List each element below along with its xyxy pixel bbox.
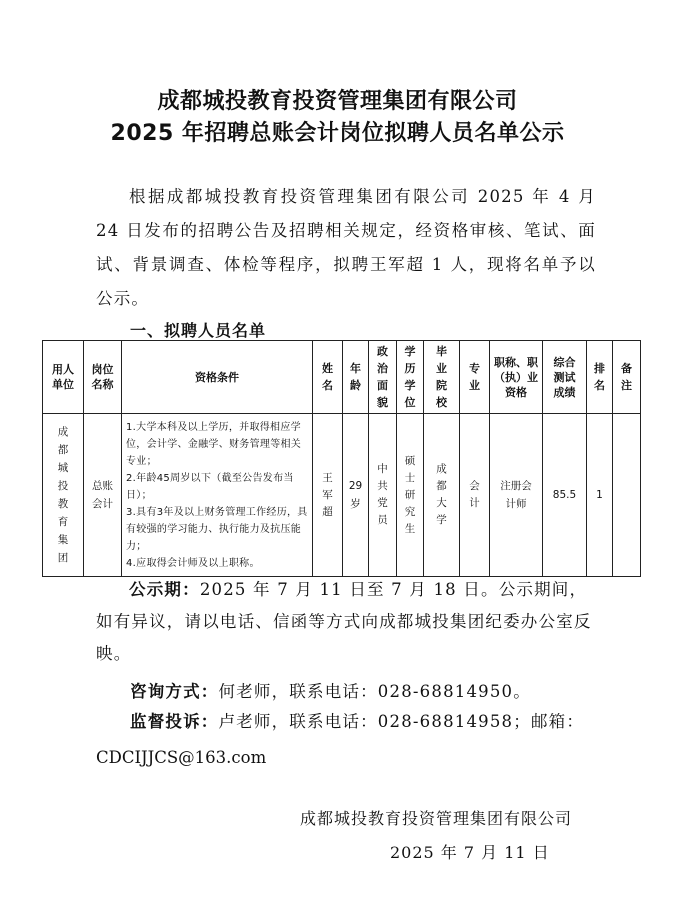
cell-score: 85.5 [543,414,587,577]
supervise-label: 监督投诉： [130,712,219,731]
condition-item: 4.应取得会计师及以上职称。 [126,557,260,569]
header-qualification: 职称、职（执）业资格 [490,341,543,414]
cell-age: 29岁 [343,414,369,577]
cell-position: 总账会计 [84,414,122,577]
intro-paragraph: 根据成都城投教育投资管理集团有限公司 2025 年 4 月 24 日发布的招聘公告及招聘相关规定，经资格审核、笔试、面试、背景调查、体检等程序，拟聘王军超 1 人，现将名单予以公示。 [96,187,596,308]
signature-organization: 成都城投教育投资管理集团有限公司 [300,809,573,828]
supervise-line [130,706,630,738]
header-score: 综合测试成绩 [543,341,587,414]
header-position: 岗位名称 [84,341,122,414]
consult-label: 咨询方式： [130,682,219,701]
document-title-line1: 成都城投教育投资管理集团有限公司 [157,89,518,114]
signature-date: 2025 年 7 月 11 日 [390,843,550,862]
email-address: CDCIJJCS@163.com [96,748,267,767]
notice-text: 2025 年 7 月 11 日至 7 月 18 日。公示期间，如有异议，请以电话、信函等方式向成都城投集团纪委办公室反映。 [96,580,592,663]
consult-line [130,676,630,708]
cell-rank: 1 [587,414,613,577]
header-name: 姓名 [313,341,343,414]
cell-political: 中共党员 [369,414,397,577]
condition-item: 2.年龄45周岁以下（截至公告发布当日）； [126,472,294,501]
header-political: 政治面貌 [369,341,397,414]
header-major: 专业 [460,341,490,414]
header-school: 毕业院校 [424,341,460,414]
supervise-text: 卢老师，联系电话：028-68814958；邮箱： [218,712,585,731]
candidate-table [42,340,641,577]
cell-qualification: 注册会计师 [490,414,543,577]
header-unit: 用人单位 [43,341,84,414]
table-row [43,414,641,577]
header-age: 年龄 [343,341,369,414]
cell-remark [613,414,641,577]
condition-item: 3.具有3年及以上财务管理工作经历，具有较强的学习能力、执行能力及抗压能力； [126,506,308,552]
cell-degree: 硕士研究生 [397,414,424,577]
cell-name: 王军超 [313,414,343,577]
cell-conditions [122,414,313,577]
header-remark: 备注 [613,341,641,414]
document-title-line2: 2025 年招聘总账会计岗位拟聘人员名单公示 [110,121,565,146]
section-title: 一、拟聘人员名单 [130,321,267,340]
notice-paragraph [96,574,596,670]
cell-unit: 成都城投教育集团 [43,414,84,577]
consult-text: 何老师，联系电话：028-68814950。 [218,682,531,701]
cell-major: 会计 [460,414,490,577]
table-header-row [43,341,641,414]
cell-school: 成都大学 [424,414,460,577]
header-conditions: 资格条件 [122,341,313,414]
notice-label: 公示期： [129,580,200,599]
header-rank: 排名 [587,341,613,414]
header-degree: 学历学位 [397,341,424,414]
condition-item: 1.大学本科及以上学历，并取得相应学位，会计学、金融学、财务管理等相关专业； [126,421,302,467]
